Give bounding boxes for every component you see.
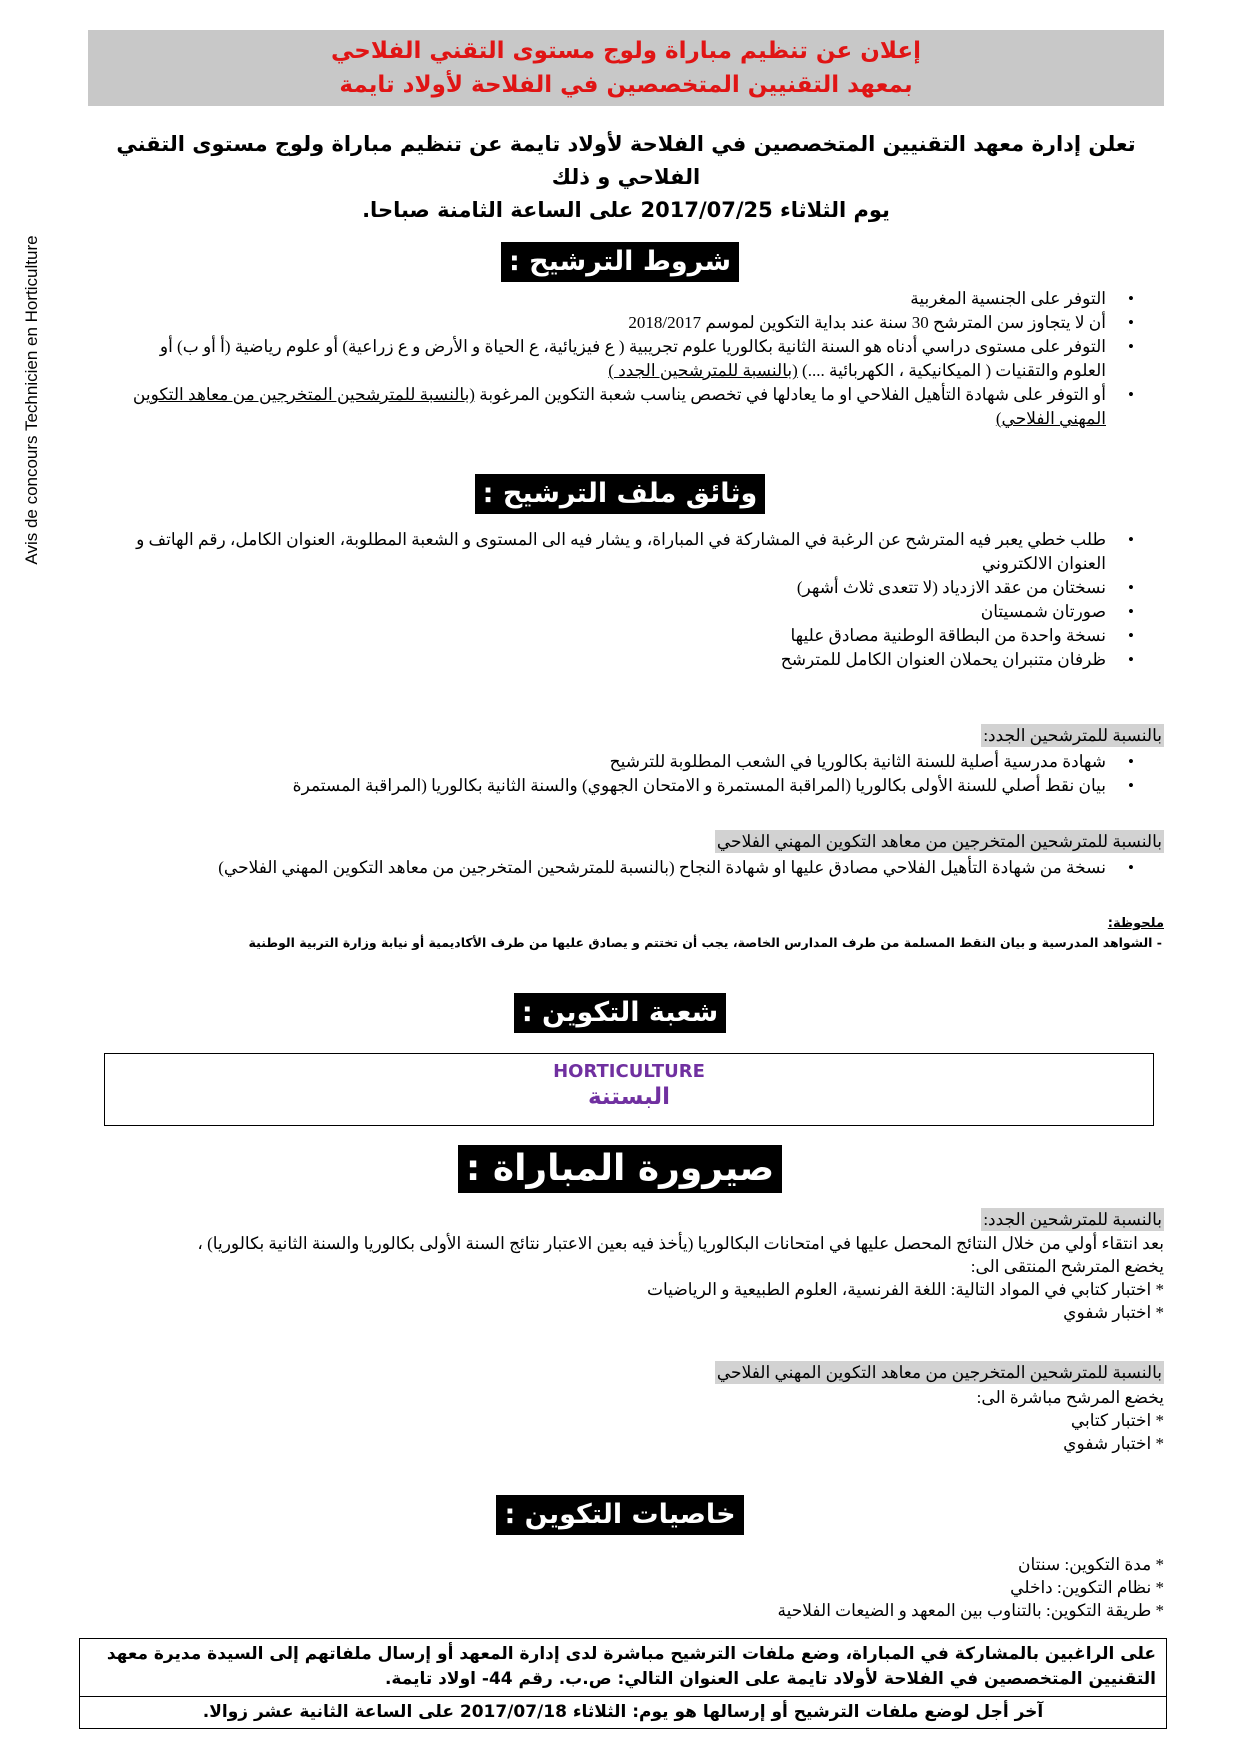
sidebar-vertical-title: Avis de concours Technicien en Horticulture xyxy=(22,235,41,565)
process-grad-label: بالنسبة للمترشحين المتخرجين من معاهد التكوين المهني الفلاحي xyxy=(716,1363,1162,1382)
documents-new-label: بالنسبة للمترشحين الجدد: xyxy=(983,726,1162,745)
feature-line: * طريقة التكوين: بالتناوب بين المعهد و الضيعات الفلاحية xyxy=(777,1601,1164,1620)
process-line: * اختبار شفوي xyxy=(1063,1434,1164,1453)
list-item: • نسخة من شهادة التأهيل الفلاحي مصادق عليها او شهادة النجاح (بالنسبة للمترشحين المتخرجين من معاهد التكوين المهني الفلاحي) xyxy=(120,856,1140,880)
specialty-french: HORTICULTURE xyxy=(553,1061,705,1082)
documents-list xyxy=(120,528,1140,672)
list-item: • طلب خطي يعبر فيه المترشح عن الرغبة في المشاركة في المباراة، و يشار فيه الى المستوى و الشعبة المطلوبة، العنوان الكامل، رقم الهاتف و العنوان الالكتروني xyxy=(120,528,1140,576)
conditions-heading: شروط الترشيح : xyxy=(501,242,739,282)
feature-line: * مدة التكوين: سنتان xyxy=(1018,1555,1164,1574)
note-body: - الشواهد المدرسية و بيان النقط المسلمة من طرف المدارس الخاصة، يجب أن تختتم و يصادق عليها من طرف الأكاديمية أو نيابة وزارة التربية الوطنية xyxy=(248,935,1162,950)
list-item: • صورتان شمسيتان xyxy=(120,600,1140,624)
process-line: بعد انتقاء أولي من خلال النتائج المحصل عليها في امتحانات البكالوريا (يأخذ فيه بعين الاعتبار نتائج السنة الأولى بكالوريا والسنة الثانية بكالوريا) ، xyxy=(197,1234,1164,1253)
process-heading: صيرورة المباراة : xyxy=(458,1145,782,1193)
process-line: * اختبار كتابي في المواد التالية: اللغة الفرنسية، العلوم الطبيعية و الرياضيات xyxy=(647,1280,1164,1299)
list-item: • نسخة واحدة من البطاقة الوطنية مصادق عليها xyxy=(120,624,1140,648)
documents-heading-wrap xyxy=(0,474,1240,514)
item-note: (بالنسبة للمترشحين الجدد ) xyxy=(608,361,798,380)
process-line: * اختبار كتابي xyxy=(1070,1411,1164,1430)
submission-instructions: على الراغبين بالمشاركة في المباراة، وضع ملفات الترشيح مباشرة لدى إدارة المعهد أو إرسال ملفاتهم إلى السيدة مديرة معهد التقنيين المتخصصين في الفلاحة لأولاد تايمة على العنوان التالي: ص.ب. رقم 44- اولاد تايمة. xyxy=(80,1639,1166,1697)
process-line: * اختبار شفوي xyxy=(1063,1303,1164,1322)
features-text xyxy=(74,1553,1164,1622)
specialty-box xyxy=(104,1053,1154,1126)
process-grad-text xyxy=(74,1386,1164,1455)
list-item: • التوفر على مستوى دراسي أدناه هو السنة الثانية بكالوريا علوم تجريبية ( ع فيزيائية، ع الحياة و الأرض و ع زراعية) أو علوم رياضية (أ أو ب) أو العلوم والتقنيات ( الميكانيكية ، الكهربائية ....) (بالنسبة للمترشحين الجدد ) xyxy=(120,335,1140,383)
documents-heading: وثائق ملف الترشيح : xyxy=(475,474,766,514)
conditions-list xyxy=(120,287,1140,431)
process-line: يخضع المرشح مباشرة الى: xyxy=(976,1388,1164,1407)
intro-line-2: يوم الثلاثاء 2017/07/25 على الساعة الثامنة صباحا. xyxy=(362,198,890,222)
list-item: • ظرفان متنبران يحملان العنوان الكامل للمترشح xyxy=(120,648,1140,672)
list-item: • نسختان من عقد الازدياد (لا تتعدى ثلاث أشهر) xyxy=(120,576,1140,600)
specialty-heading-wrap xyxy=(0,993,1240,1033)
title-banner xyxy=(88,30,1164,106)
documents-new-list xyxy=(120,750,1140,798)
list-item: • شهادة مدرسية أصلية للسنة الثانية بكالوريا في الشعب المطلوبة للترشيح xyxy=(120,750,1140,774)
specialty-arabic: البستنة xyxy=(587,1084,671,1110)
process-new-text xyxy=(74,1232,1164,1324)
list-item: • بيان نقط أصلي للسنة الأولى بكالوريا (المراقبة المستمرة و الامتحان الجهوي) والسنة الثانية بكالوريا (المراقبة المستمرة xyxy=(120,774,1140,798)
item-note: (بالنسبة للمترشحين المتخرجين من معاهد التكوين المهني الفلاحي) xyxy=(132,385,1106,428)
features-heading: خاصيات التكوين : xyxy=(496,1495,743,1535)
conditions-heading-wrap xyxy=(0,242,1240,282)
feature-line: * نظام التكوين: داخلي xyxy=(1010,1578,1164,1597)
intro-paragraph xyxy=(88,128,1164,227)
documents-grad-label: بالنسبة للمترشحين المتخرجين من معاهد التكوين المهني الفلاحي xyxy=(716,832,1162,851)
title-line-2: بمعهد التقنيين المتخصصين في الفلاحة لأولاد تايمة xyxy=(339,72,913,98)
list-item: • أن لا يتجاوز سن المترشح 30 سنة عند بداية التكوين لموسم 2018/2017 xyxy=(120,311,1140,335)
documents-grad-list xyxy=(120,856,1140,880)
features-heading-wrap xyxy=(0,1495,1240,1535)
submission-deadline: آخر أجل لوضع ملفات الترشيح أو إرسالها هو يوم: الثلاثاء 2017/07/18 على الساعة الثانية عشر زوالا. xyxy=(202,1702,1044,1722)
list-item: • أو التوفر على شهادة التأهيل الفلاحي او ما يعادلها في تخصص يناسب شعبة التكوين المرغوبة (بالنسبة للمترشحين المتخرجين من معاهد التكوين المهني الفلاحي) xyxy=(120,383,1140,431)
specialty-heading: شعبة التكوين : xyxy=(514,993,726,1033)
title-line-1: إعلان عن تنظيم مباراة ولوج مستوى التقني الفلاحي xyxy=(331,38,921,64)
submission-box xyxy=(79,1638,1167,1729)
process-new-label: بالنسبة للمترشحين الجدد: xyxy=(983,1210,1162,1229)
intro-line-1: تعلن إدارة معهد التقنيين المتخصصين في الفلاحة لأولاد تايمة عن تنظيم مباراة ولوج مستوى التقني الفلاحي و ذلك xyxy=(116,132,1136,189)
list-item: • التوفر على الجنسية المغربية xyxy=(120,287,1140,311)
note-title: ملحوظة: xyxy=(1107,916,1164,931)
process-heading-wrap xyxy=(0,1145,1240,1193)
process-line: يخضع المترشح المنتقى الى: xyxy=(970,1257,1164,1276)
